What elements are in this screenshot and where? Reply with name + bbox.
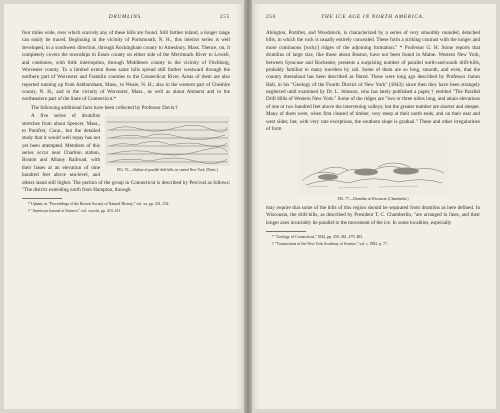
left-footnotes (22, 202, 230, 214)
figure-76-illustration (105, 116, 230, 166)
left-footnote-rule (22, 198, 62, 199)
right-footnote-1: * "Geology of Connecticut," 1842, pp. 250, 461, 479, 483. (272, 235, 364, 240)
figure-76-caption: FIG. 76.—Outline of parallel drift-hills, in central New York. (Davis.) (117, 168, 218, 173)
figure-77-caption: FIG. 77.—Drumlins in Wisconsin. (Chamberlin.) (337, 197, 409, 202)
right-page (252, 4, 496, 409)
left-paragraph-1: four miles wide, over which scarcely any of these hills are found. Still farther inland, a longer range can easily be traced. Beginning in the vicinity of Portsmouth, N. H., this interior series is well developed, in a southwest direction, through Rockingham county to Amesbury, Mass. Thence, on, it completely covers the townships in Essex county on either side of the Merrimack River to Lowell, and continues, with little interruption, through Middlesex county to the vicinity of Fitchburg, Worcester county. To a limited extent these same hills spread still farther westward through the northern part of Worcester and Franklin counties to the Connecticut River. Areas of them are also reported running up from Ashburnham, Mass., to Weare, N. H.; also in the western part of Cheshire county, N. H., and in the vicinity of Worcester, Mass., as well as about Amherst and in the northeastern part of the State of Connecticut.* (22, 30, 230, 103)
left-running-head: DRUMLINS. (108, 14, 144, 20)
left-running-header (22, 14, 230, 22)
left-body-text (22, 30, 230, 194)
figure-77-illustration (298, 137, 448, 195)
left-paragraph-2: The following additional facts have been collected by Professor Davis:† (31, 104, 178, 111)
figure-77 (298, 137, 448, 202)
book-gutter (244, 0, 252, 413)
right-page-number: 256 (266, 14, 277, 20)
right-running-head: THE ICE AGE IN NORTH AMERICA. (321, 14, 425, 20)
right-footnote-rule (266, 231, 306, 232)
left-footnote-2: † "American Journal of Science," vol. xxxviii, pp. 410, 411. (28, 208, 122, 213)
right-footnote-2: † "Transactions of the New York Academy of Science," vol. i, 1882, p. 77. (272, 241, 388, 246)
left-page-number: 255 (219, 14, 230, 20)
right-body-text-continued (266, 205, 480, 227)
left-footnote-1: * Upham, in "Proceedings of the Boston Society of Natural History," vol. xx, pp. 231, 232. (28, 202, 170, 207)
left-page (4, 4, 244, 409)
left-paragraph-3: A five series of drumlins stretches from about Spencer, Mass., to Pomfret, Conn., but the detailed study that it would well repay has not yet been attempted. Members of this series occur near Charlton station, Boston and Albany Railroad, with their bases at an elevation of nine hundred feet above sea-level, and others stand still higher. The portion of the group in Connecticut is described by Percival as follows: "The district extending north from Hampton, through (22, 113, 230, 193)
right-footnotes (266, 235, 480, 247)
right-paragraph-1: Abington, Pomfret, and Woodstock, is characterized by a series of very smoothly rounded, detached hills, in which the rock is usually entirely concealed. These form a striking contrast with the longer and more continuous [rocky] ridges of the adjoining formation." * Professor G. H. Stone reports that drumlins of large size, like those about Boston, have not been found in Maine. Western New York, between Syracuse and Rochester, presents a surprising number of parallel north-and-south drift-hills, probably familiar to many travelers by rail. Some of them are so long, smooth, and even, that the country thereabout has been described as fluted. These were long ago described by Professor James Hall, in his "Geology of the Fourth District of New York" (1843); since then they have been strangely neglected until examined by Dr. L. Johnson, who has lately published a paper,† entitled "The Parallel Drift Hills of Western New York." Some of the ridges are "two or three miles long, and attain elevations of one or two hundred feet above the intervening valleys; but the greater number are shorter and steeper. Many of them were, when first cleared of timber, very steep at their north ends, and on their east and west sides; but, with very rare exceptions, the southern slope is gradual." These and other irregularities of form (266, 30, 480, 132)
right-paragraph-2: may require that some of the hills of this region should be separated from drumlins as here defined. In Wisconsin, the drift-hills, as described by President T. C. Chamberlin, "are arranged in lines, and their longer axes invariably lie parallel to the movement of the ice. In some localities, especially (266, 204, 480, 226)
right-body-text (266, 30, 480, 133)
figure-76 (105, 116, 230, 173)
right-running-header (266, 14, 480, 22)
